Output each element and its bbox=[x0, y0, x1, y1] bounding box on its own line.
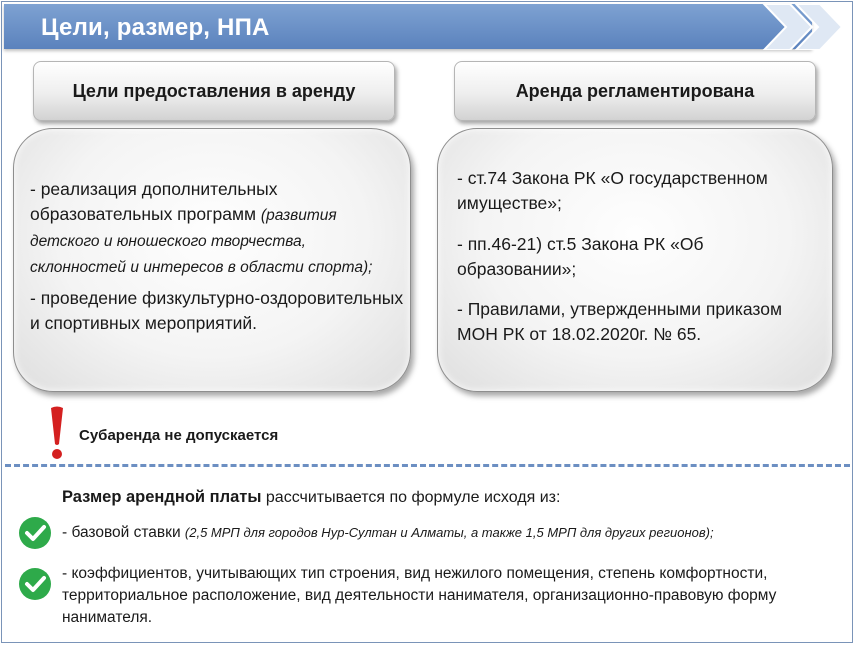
exclamation-icon bbox=[48, 406, 66, 460]
regulation-header bbox=[454, 61, 816, 121]
regulation-header-label: Аренда регламентирована bbox=[515, 80, 755, 101]
fee-intro bbox=[62, 488, 560, 507]
fee-item-base-rate-detail: (2,5 МРП для городов Нур-Султан и Алматы, а также 1,5 МРП для других регионов); bbox=[184, 525, 714, 540]
goal-item-programs-text: - реализация дополнительных образовательных программ bbox=[30, 179, 278, 224]
sublease-note: Субаренда не допускается bbox=[79, 427, 279, 444]
check-circle-icon bbox=[18, 516, 52, 550]
check-circle-icon bbox=[18, 567, 52, 601]
goals-header-label: Цели предоставления в аренду bbox=[72, 80, 356, 101]
title-bar bbox=[4, 4, 812, 49]
law-item-education: - пп.46-21) ст.5 Закона РК «Об образовании»; bbox=[457, 234, 704, 279]
page-title: Цели, размер, НПА bbox=[41, 14, 270, 41]
goal-item-sports: - проведение физкультурно-оздоровительных и спортивных мероприятий. bbox=[30, 288, 404, 333]
goal-item-programs-detail: (развития детского и юношеского творчества, склонностей и интересов в области спорта); bbox=[30, 207, 373, 276]
law-item-rules: - Правилами, утвержденными приказом МОН РК от 18.02.2020г. № 65. bbox=[457, 299, 782, 344]
goal-item-programs bbox=[30, 177, 406, 280]
goals-panel bbox=[13, 128, 411, 392]
fee-intro-bold: Размер арендной платы bbox=[62, 488, 262, 506]
fee-intro-text: рассчитывается по формуле исходя из: bbox=[261, 489, 561, 506]
chevron-right-icon bbox=[760, 4, 854, 50]
goals-header bbox=[33, 61, 395, 121]
regulation-panel bbox=[437, 128, 833, 392]
fee-item-base-rate bbox=[62, 524, 714, 542]
fee-item-base-rate-text: - базовой ставки bbox=[62, 524, 185, 541]
fee-item-coefficients: - коэффициентов, учитывающих тип строения, вид нежилого помещения, степень комфортности, территориальное расположение, вид деятельности нанимателя, организационно-правовую форму нанимателя. bbox=[62, 565, 777, 626]
section-divider bbox=[5, 464, 850, 467]
law-item-property: - ст.74 Закона РК «О государственном имуществе»; bbox=[457, 168, 768, 213]
